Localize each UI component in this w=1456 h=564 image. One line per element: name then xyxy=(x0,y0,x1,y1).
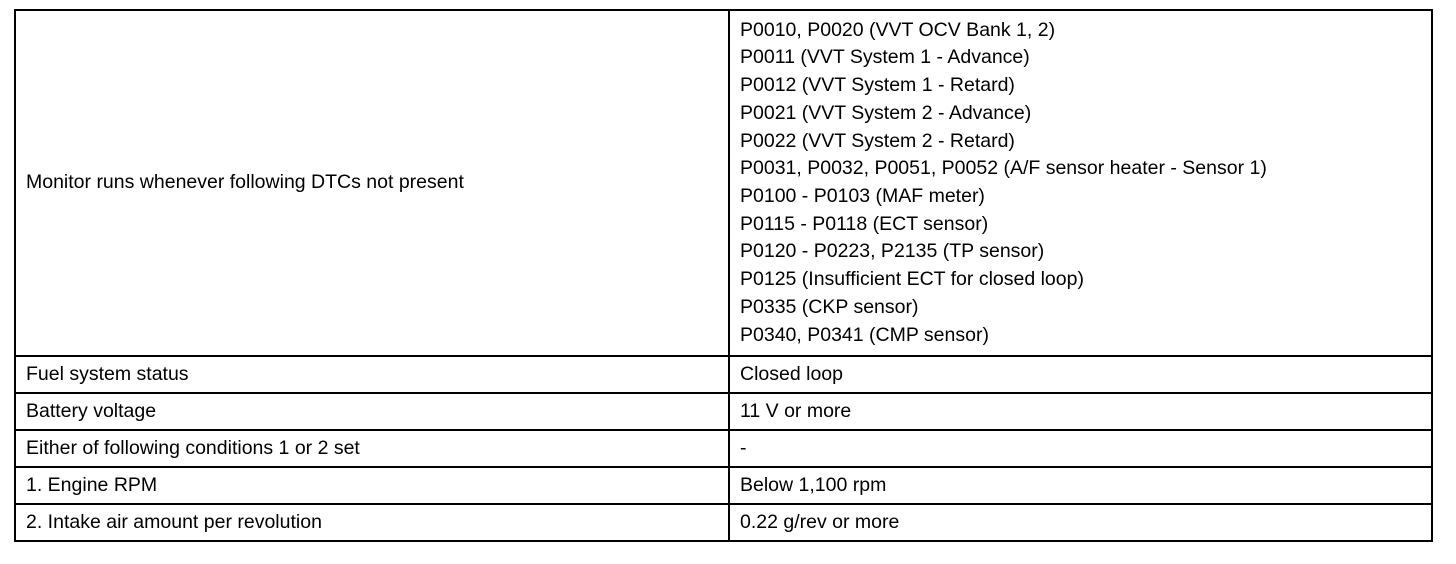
table-row xyxy=(15,393,1432,430)
table-row xyxy=(15,356,1432,393)
condition-label: 2. Intake air amount per revolution xyxy=(15,504,729,541)
table-row xyxy=(15,430,1432,467)
dtc-item: P0022 (VVT System 2 - Retard) xyxy=(740,129,1015,152)
conditions-table xyxy=(14,9,1433,542)
dtc-item: P0335 (CKP sensor) xyxy=(740,295,919,318)
table-row xyxy=(15,504,1432,541)
condition-label: 1. Engine RPM xyxy=(15,467,729,504)
condition-label: Battery voltage xyxy=(15,393,729,430)
condition-value: Below 1,100 rpm xyxy=(729,467,1432,504)
table-row xyxy=(15,467,1432,504)
dtc-item: P0125 (Insufficient ECT for closed loop) xyxy=(740,268,1084,291)
dtc-item: P0031, P0032, P0051, P0052 (A/F sensor heater - Sensor 1) xyxy=(740,157,1267,180)
dtc-item: P0340, P0341 (CMP sensor) xyxy=(740,323,989,346)
dtc-list-cell xyxy=(729,10,1432,356)
condition-value: Closed loop xyxy=(729,356,1432,393)
dtc-item: P0115 - P0118 (ECT sensor) xyxy=(740,212,989,235)
condition-label: Either of following conditions 1 or 2 set xyxy=(15,430,729,467)
dtc-item: P0100 - P0103 (MAF meter) xyxy=(740,185,985,207)
dtc-item: P0011 (VVT System 1 - Advance) xyxy=(740,46,1030,69)
condition-label: Monitor runs whenever following DTCs not present xyxy=(15,10,729,356)
condition-value: - xyxy=(729,430,1432,467)
dtc-item: P0021 (VVT System 2 - Advance) xyxy=(740,101,1032,124)
table-row xyxy=(15,10,1432,356)
dtc-item: P0010, P0020 (VVT OCV Bank 1, 2) xyxy=(740,18,1056,41)
condition-value: 11 V or more xyxy=(729,393,1432,430)
dtc-item: P0120 - P0223, P2135 (TP sensor) xyxy=(740,240,1045,263)
condition-value: 0.22 g/rev or more xyxy=(729,504,1432,541)
condition-label: Fuel system status xyxy=(15,356,729,393)
dtc-item: P0012 (VVT System 1 - Retard) xyxy=(740,74,1015,97)
